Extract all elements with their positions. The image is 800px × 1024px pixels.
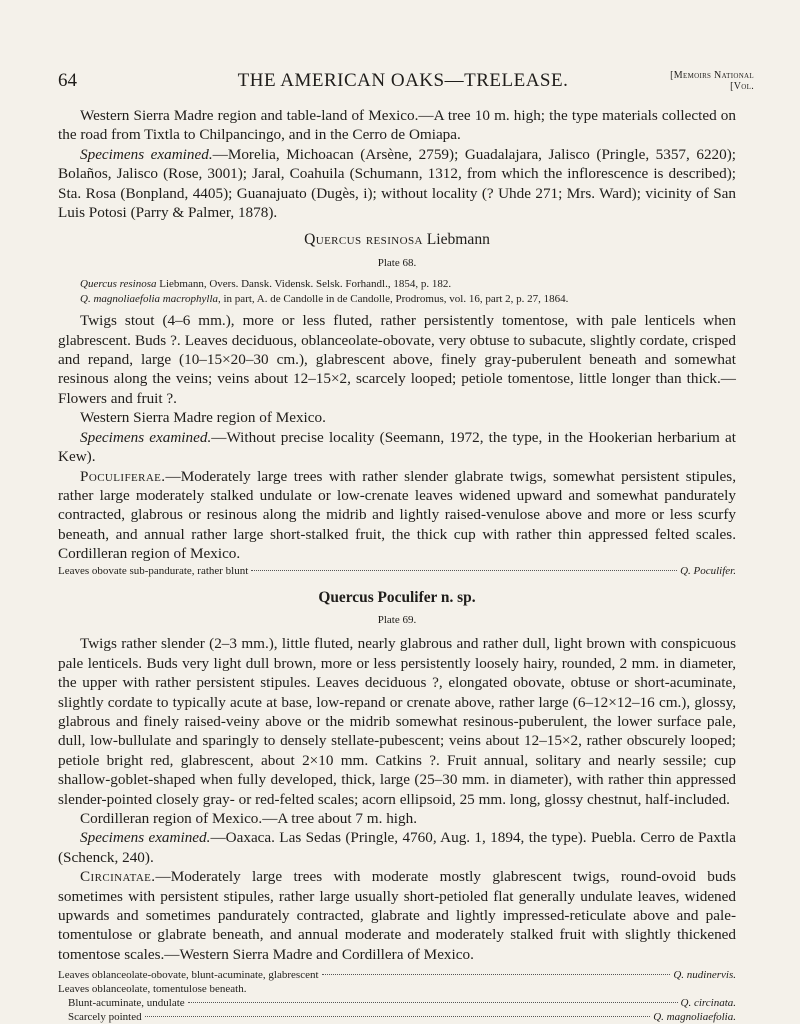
- key-line: [58, 968, 736, 982]
- region-paragraph: Western Sierra Madre region of Mexico.: [80, 409, 326, 427]
- group-paragraph-circinatae: [58, 867, 736, 964]
- key-leader: [322, 974, 671, 975]
- specimens-lead: Specimens examined.: [80, 428, 212, 446]
- specimens-text: —Without precise locality (Seemann, 1972, the type, in the Hookerian herbarium at Kew).: [58, 428, 736, 466]
- journal-label: [670, 70, 754, 92]
- group-text: —Moderately large trees with rather slender glabrate twigs, somewhat persistent stipules, rather large moderately stalked undulate or low-crenate leaves widened upward and somewhat pandurately contracted, glabrous or resinous along the midrib and lightly raised-venulose above and more or less scurfy beneath, and annual rather large short-stalked fruit, the thick cup with rather thin appressed felted scales. Cordilleran region of Mexico.: [58, 467, 736, 563]
- key-line: [58, 982, 736, 996]
- specimens-text: —Morelia, Michoacan (Arsène, 2759); Guadalajara, Jalisco (Pringle, 5357, 6220); Bolaños, Jalisco (Rose, 3001); Jaral, Coahuila (Schumann, 1312, from which the inflorescence is described); Sta. Rosa (Bonpland, 4405); Guanajuato (Dugès, i); without locality (? Uhde 271; Mrs. Ward); vicinity of San Luis Potosi (Parry & Palmer, 1878).: [58, 145, 737, 222]
- species-author: Liebmann: [422, 231, 490, 249]
- plate-reference: Plate 69.: [377, 613, 417, 626]
- plate-reference: Plate 68.: [377, 256, 417, 269]
- key-line: [58, 564, 736, 578]
- group-text: —Moderately large trees with moderate mostly glabrescent twigs, round-ovoid buds sometimes with persistent stipules, rather large usually short-petioled flat generally undulate leaves, widened upwards and sometimes pandurately contracted, glabrate and lightly impressed-reticulate above and pale-tomentulose or glabrate beneath, and annual moderate and moderately stalked fruit with slightly thickened tomentose scales.—Western Sierra Madre and Cordillera of Mexico.: [58, 868, 736, 963]
- specimens-paragraph: [58, 428, 736, 467]
- key-line: [58, 996, 736, 1010]
- synonym-citation: Liebmann, Overs. Dansk. Vidensk. Selsk. Forhandl., 1854, p. 182.: [156, 278, 452, 291]
- species-heading-poculifer: Quercus Poculifer n. sp.: [318, 588, 476, 606]
- key-description: Blunt-acuminate, undulate: [68, 997, 185, 1010]
- group-name: Poculiferae.: [80, 467, 166, 485]
- range-paragraph: Western Sierra Madre region and table-land of Mexico.—A tree 10 m. high; the type materials collected on the road from Tixtla to Chilpancingo, and in the Cerro de Omiapa.: [58, 107, 736, 144]
- running-title: THE AMERICAN OAKS—TRELEASE.: [237, 70, 569, 91]
- description-paragraph: Twigs rather slender (2–3 mm.), little fluted, nearly glabrous and rather dull, light brown with conspicuous pale lenticels. Buds very light dull brown, more or less persistently loosely hairy, rounded, 2 mm. in diameter, the upper with rather persistent stipules. Leaves deciduous ?, elongated obovate, obtuse or short-acuminate, slightly cordate to typically acute at base, low-repand or crenate above, rather large (6–12×12–16 cm.), glossy, glabrous and finely raised-veiny above or the midrib somewhat resinous-puberulent, the lower surface pale, dull, low-bullulate and sparingly to densely stellate-pubescent; veins about 12–15×2, rather obscurely looped; petiole bright red, glabrescent, about 2×10 mm. Catkins ?. Fruit annual, solitary and nearly sessile; cup shallow-goblet-shaped when fully developed, thick, large (25–30 mm. in diameter), with rather thin appressed slender-pointed closely gray- or red-felted scales; acorn ellipsoid, 25 mm. long, glossy chestnut, half-included.: [58, 635, 736, 808]
- key-result: Q. nudinervis.: [673, 969, 736, 982]
- synonym-line: [58, 292, 736, 307]
- species-heading-resinosa: [58, 230, 736, 249]
- journal-label-line2: [Vol.: [730, 81, 754, 92]
- key-leader: [188, 1002, 678, 1003]
- key-result: Q. magnoliaefolia.: [653, 1011, 736, 1024]
- specimens-text: —Oaxaca. Las Sedas (Pringle, 4760, Aug. 1, 1894, the type). Puebla. Cerro de Paxtla (Schenck, 240).: [58, 829, 737, 866]
- specimens-lead: Specimens examined.: [80, 829, 211, 847]
- page-number: 64: [58, 70, 77, 91]
- page-header: [58, 70, 754, 100]
- synonym-citation: , in part, A. de Candolle in de Candolle, Prodromus, vol. 16, part 2, p. 27, 1864.: [218, 293, 569, 306]
- key-result: Q. Poculifer.: [680, 564, 736, 577]
- page-body: [58, 106, 736, 1024]
- synonym-name: Quercus resinosa: [80, 278, 157, 291]
- synonym-name: Q. magnoliaefolia macrophylla: [80, 293, 218, 306]
- specimens-lead: Specimens examined.: [80, 145, 213, 163]
- key-description: Leaves oblanceolate-obovate, blunt-acuminate, glabrescent: [58, 969, 319, 982]
- journal-label-line1: [Memoirs National: [670, 70, 754, 81]
- key-description: Leaves oblanceolate, tomentulose beneath.: [58, 983, 247, 996]
- key-leader: [251, 570, 677, 571]
- description-paragraph: Twigs stout (4–6 mm.), more or less fluted, rather persistently tomentose, with pale lenticels when glabrescent. Buds ?. Leaves deciduous, oblanceolate-obovate, very obtuse to subacute, slightly cordate, crisped and repand, large (10–15×20–30 cm.), glabrescent above, finely gray-puberulent beneath and somewhat resinous along the veins; veins about 12–15×2, scarcely looped; petiole tomentose, little longer than thick.—Flowers and fruit ?.: [58, 312, 736, 407]
- group-paragraph-poculiferae: [58, 467, 736, 564]
- region-paragraph: Cordilleran region of Mexico.—A tree about 7 m. high.: [80, 810, 418, 827]
- specimens-paragraph: [58, 828, 736, 867]
- specimens-paragraph: [58, 145, 736, 223]
- key-description: Scarcely pointed: [68, 1011, 142, 1024]
- key-result: Q. circinata.: [680, 997, 736, 1010]
- group-name: Circinatae.: [80, 868, 156, 886]
- synonym-line: [58, 277, 736, 292]
- key-description: Leaves obovate sub-pandurate, rather blunt: [58, 564, 249, 577]
- species-name: Quercus resinosa: [304, 231, 423, 249]
- key-line: [58, 1010, 736, 1024]
- key-leader: [145, 1016, 651, 1017]
